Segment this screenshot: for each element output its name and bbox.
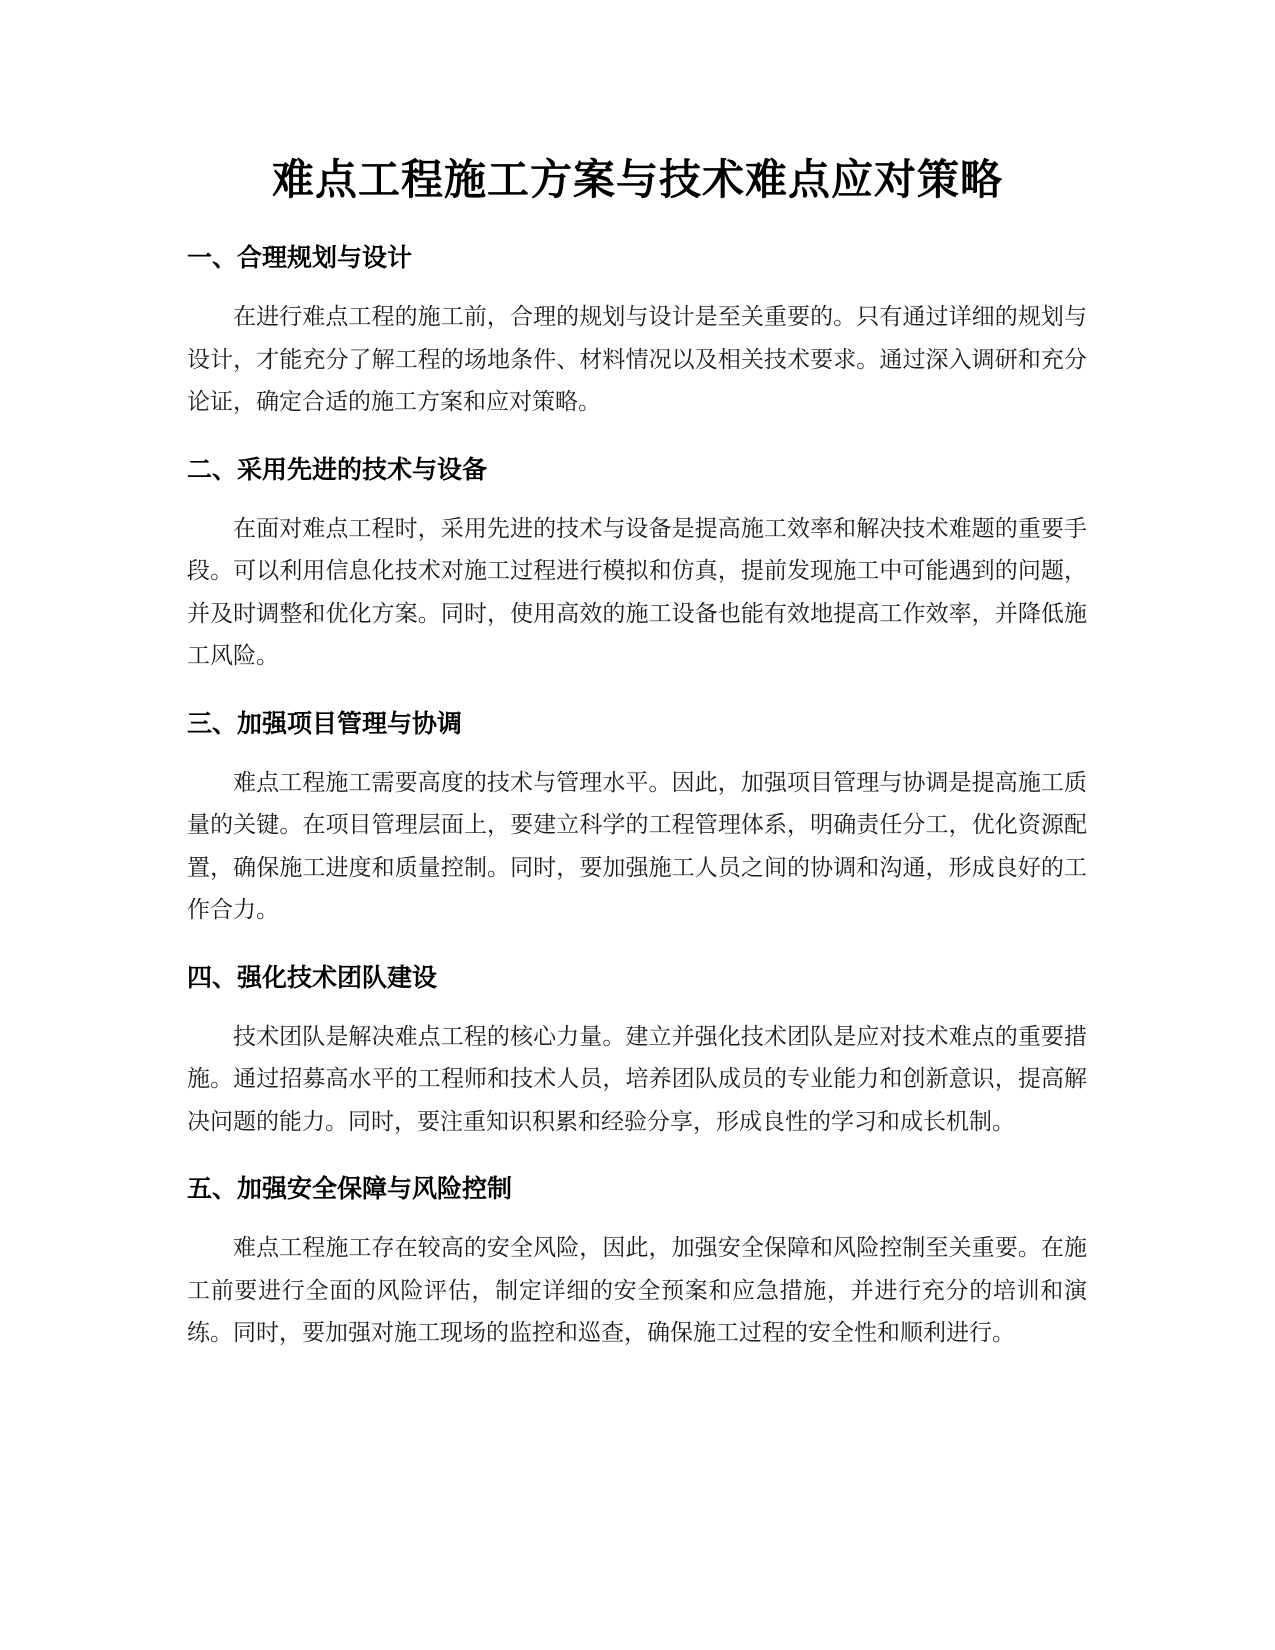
section-heading: 五、加强安全保障与风险控制: [187, 1174, 513, 1203]
section-heading: 三、加强项目管理与协调: [187, 708, 463, 738]
document-title: 难点工程施工方案与技术难点应对策略: [271, 155, 1003, 204]
section-heading: 二、采用先进的技术与设备: [187, 454, 488, 484]
section-advanced-technology: [187, 450, 1087, 678]
section-heading: 一、合理规划与设计: [187, 243, 413, 272]
section-paragraph: 难点工程施工存在较高的安全风险，因此，加强安全保障和风险控制至关重要。在施工前要进行全面的风险评估，制定详细的安全预案和应急措施，并进行充分的培训和演练。同时，要加强对施工现场的监控和巡查，确保施工过程的安全性和顺利进行。: [187, 1235, 1087, 1346]
section-heading: 四、强化技术团队建设: [187, 962, 438, 992]
section-paragraph: 技术团队是解决难点工程的核心力量。建立并强化技术团队是应对技术难点的重要措施。通过招募高水平的工程师和技术人员，培养团队成员的专业能力和创新意识，提高解决问题的能力。同时，要注重知识积累和经验分享，形成良性的学习和成长机制。: [187, 1023, 1087, 1135]
section-paragraph: 在进行难点工程的施工前，合理的规划与设计是至关重要的。只有通过详细的规划与设计，才能充分了解工程的场地条件、材料情况以及相关技术要求。通过深入调研和充分论证，确定合适的施工方案和应对策略。: [187, 304, 1087, 415]
section-technical-team: [187, 958, 1087, 1144]
section-project-management: [187, 704, 1087, 932]
section-paragraph: 难点工程施工需要高度的技术与管理水平。因此，加强项目管理与协调是提高施工质量的关键。在项目管理层面上，要建立科学的工程管理体系，明确责任分工，优化资源配置，确保施工进度和质量控制。同时，要加强施工人员之间的协调和沟通，形成良好的工作合力。: [187, 769, 1087, 923]
section-paragraph: 在面对难点工程时，采用先进的技术与设备是提高施工效率和解决技术难题的重要手段。可以利用信息化技术对施工过程进行模拟和仿真，提前发现施工中可能遇到的问题，并及时调整和优化方案。同时，使用高效的施工设备也能有效地提高工作效率，并降低施工风险。: [187, 515, 1087, 669]
section-planning-design: [187, 238, 1087, 424]
section-safety-risk-control: [187, 1169, 1087, 1355]
document-content: [187, 238, 1087, 1381]
